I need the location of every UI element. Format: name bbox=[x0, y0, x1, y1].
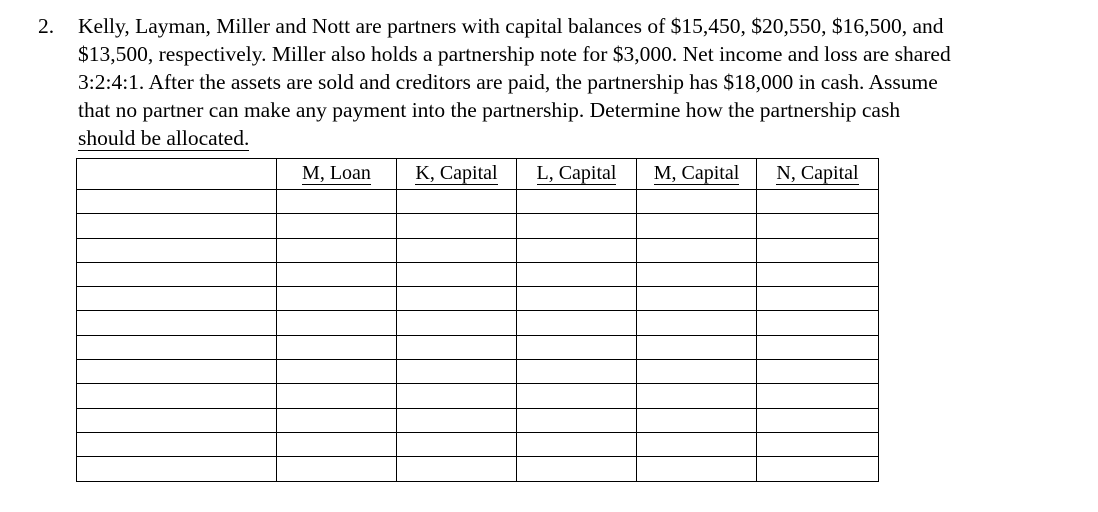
table-cell[interactable] bbox=[517, 384, 637, 408]
table-cell[interactable] bbox=[77, 238, 277, 262]
table-cell[interactable] bbox=[517, 311, 637, 335]
table-cell[interactable] bbox=[637, 214, 757, 238]
question-line: 3:2:4:1. After the assets are sold and creditors are paid, the partnership has $18,000 in cash. Assume bbox=[78, 70, 938, 94]
table-cell[interactable] bbox=[757, 311, 879, 335]
table-cell[interactable] bbox=[637, 408, 757, 432]
table-cell[interactable] bbox=[397, 262, 517, 286]
question-text bbox=[78, 12, 1083, 152]
table-cell[interactable] bbox=[397, 287, 517, 311]
table-row bbox=[77, 457, 879, 481]
table-cell[interactable] bbox=[637, 238, 757, 262]
table-row bbox=[77, 214, 879, 238]
table-cell[interactable] bbox=[277, 190, 397, 214]
table-cell[interactable] bbox=[517, 238, 637, 262]
table-cell[interactable] bbox=[637, 457, 757, 481]
table-cell[interactable] bbox=[277, 384, 397, 408]
table-cell[interactable] bbox=[397, 190, 517, 214]
table-cell[interactable] bbox=[277, 432, 397, 456]
question-number: 2. bbox=[38, 14, 55, 38]
table-cell[interactable] bbox=[757, 384, 879, 408]
table-cell[interactable] bbox=[757, 214, 879, 238]
table-cell[interactable] bbox=[517, 190, 637, 214]
table-cell[interactable] bbox=[637, 262, 757, 286]
table-row bbox=[77, 262, 879, 286]
table-cell[interactable] bbox=[277, 238, 397, 262]
header-cell-m-loan: M, Loan bbox=[277, 159, 397, 186]
table-cell[interactable] bbox=[757, 457, 879, 481]
table-cell[interactable] bbox=[397, 457, 517, 481]
table-cell[interactable] bbox=[517, 432, 637, 456]
table-cell[interactable] bbox=[397, 384, 517, 408]
table-cell[interactable] bbox=[77, 214, 277, 238]
table-cell[interactable] bbox=[277, 457, 397, 481]
table-cell[interactable] bbox=[637, 287, 757, 311]
table-cell[interactable] bbox=[517, 335, 637, 359]
table-cell[interactable] bbox=[757, 287, 879, 311]
table-cell[interactable] bbox=[637, 360, 757, 384]
table-cell[interactable] bbox=[757, 408, 879, 432]
table-cell[interactable] bbox=[637, 432, 757, 456]
table-cell[interactable] bbox=[277, 360, 397, 384]
table-cell[interactable] bbox=[77, 384, 277, 408]
table-cell[interactable] bbox=[77, 190, 277, 214]
table-cell[interactable] bbox=[757, 238, 879, 262]
table-cell[interactable] bbox=[397, 238, 517, 262]
table-cell[interactable] bbox=[397, 408, 517, 432]
question-line: Kelly, Layman, Miller and Nott are partners with capital balances of $15,450, $20,550, $16,500, and bbox=[78, 14, 944, 38]
table-cell[interactable] bbox=[517, 262, 637, 286]
table-cell[interactable] bbox=[77, 287, 277, 311]
table-cell[interactable] bbox=[517, 457, 637, 481]
header-cell-m-capital: M, Capital bbox=[637, 159, 757, 186]
table-row bbox=[77, 432, 879, 456]
table-row bbox=[77, 238, 879, 262]
table-cell[interactable] bbox=[757, 190, 879, 214]
table-cell[interactable] bbox=[77, 262, 277, 286]
table-cell[interactable] bbox=[277, 408, 397, 432]
table-cell[interactable] bbox=[397, 214, 517, 238]
table-cell[interactable] bbox=[277, 311, 397, 335]
table-cell[interactable] bbox=[517, 287, 637, 311]
table-cell[interactable] bbox=[77, 457, 277, 481]
table-cell[interactable] bbox=[277, 262, 397, 286]
table-cell[interactable] bbox=[77, 432, 277, 456]
table-row bbox=[77, 287, 879, 311]
table-cell[interactable] bbox=[397, 311, 517, 335]
table-cell[interactable] bbox=[517, 360, 637, 384]
table-row bbox=[77, 311, 879, 335]
question-line: $13,500, respectively. Miller also holds a partnership note for $3,000. Net income and loss are shared bbox=[78, 42, 951, 66]
table-row bbox=[77, 384, 879, 408]
table-cell[interactable] bbox=[757, 360, 879, 384]
table-row bbox=[77, 335, 879, 359]
header-cell-n-capital: N, Capital bbox=[757, 159, 879, 186]
question-line: should be allocated. bbox=[78, 126, 250, 150]
table-cell[interactable] bbox=[77, 408, 277, 432]
header-cell-k-capital: K, Capital bbox=[397, 159, 517, 186]
table-cell[interactable] bbox=[637, 311, 757, 335]
table-cell[interactable] bbox=[757, 262, 879, 286]
question-line: that no partner can make any payment into the partnership. Determine how the partnership cash bbox=[78, 98, 901, 122]
table-cell[interactable] bbox=[637, 384, 757, 408]
table-cell[interactable] bbox=[517, 408, 637, 432]
table-body bbox=[77, 185, 879, 481]
table-cell[interactable] bbox=[637, 335, 757, 359]
table-header-row bbox=[77, 159, 879, 186]
table-cell[interactable] bbox=[277, 287, 397, 311]
table-row bbox=[77, 408, 879, 432]
table-cell[interactable] bbox=[277, 335, 397, 359]
table-cell[interactable] bbox=[397, 360, 517, 384]
header-cell-l-capital: L, Capital bbox=[517, 159, 637, 186]
allocation-table bbox=[76, 158, 879, 482]
table-row bbox=[77, 190, 879, 214]
table-cell[interactable] bbox=[397, 335, 517, 359]
table-cell[interactable] bbox=[397, 432, 517, 456]
table-cell[interactable] bbox=[517, 214, 637, 238]
table-cell[interactable] bbox=[637, 190, 757, 214]
table-cell[interactable] bbox=[757, 335, 879, 359]
table-cell[interactable] bbox=[77, 335, 277, 359]
header-cell-description bbox=[77, 159, 277, 186]
table-cell[interactable] bbox=[277, 214, 397, 238]
table-cell[interactable] bbox=[77, 360, 277, 384]
table-cell[interactable] bbox=[77, 311, 277, 335]
table-cell[interactable] bbox=[757, 432, 879, 456]
table-row bbox=[77, 360, 879, 384]
